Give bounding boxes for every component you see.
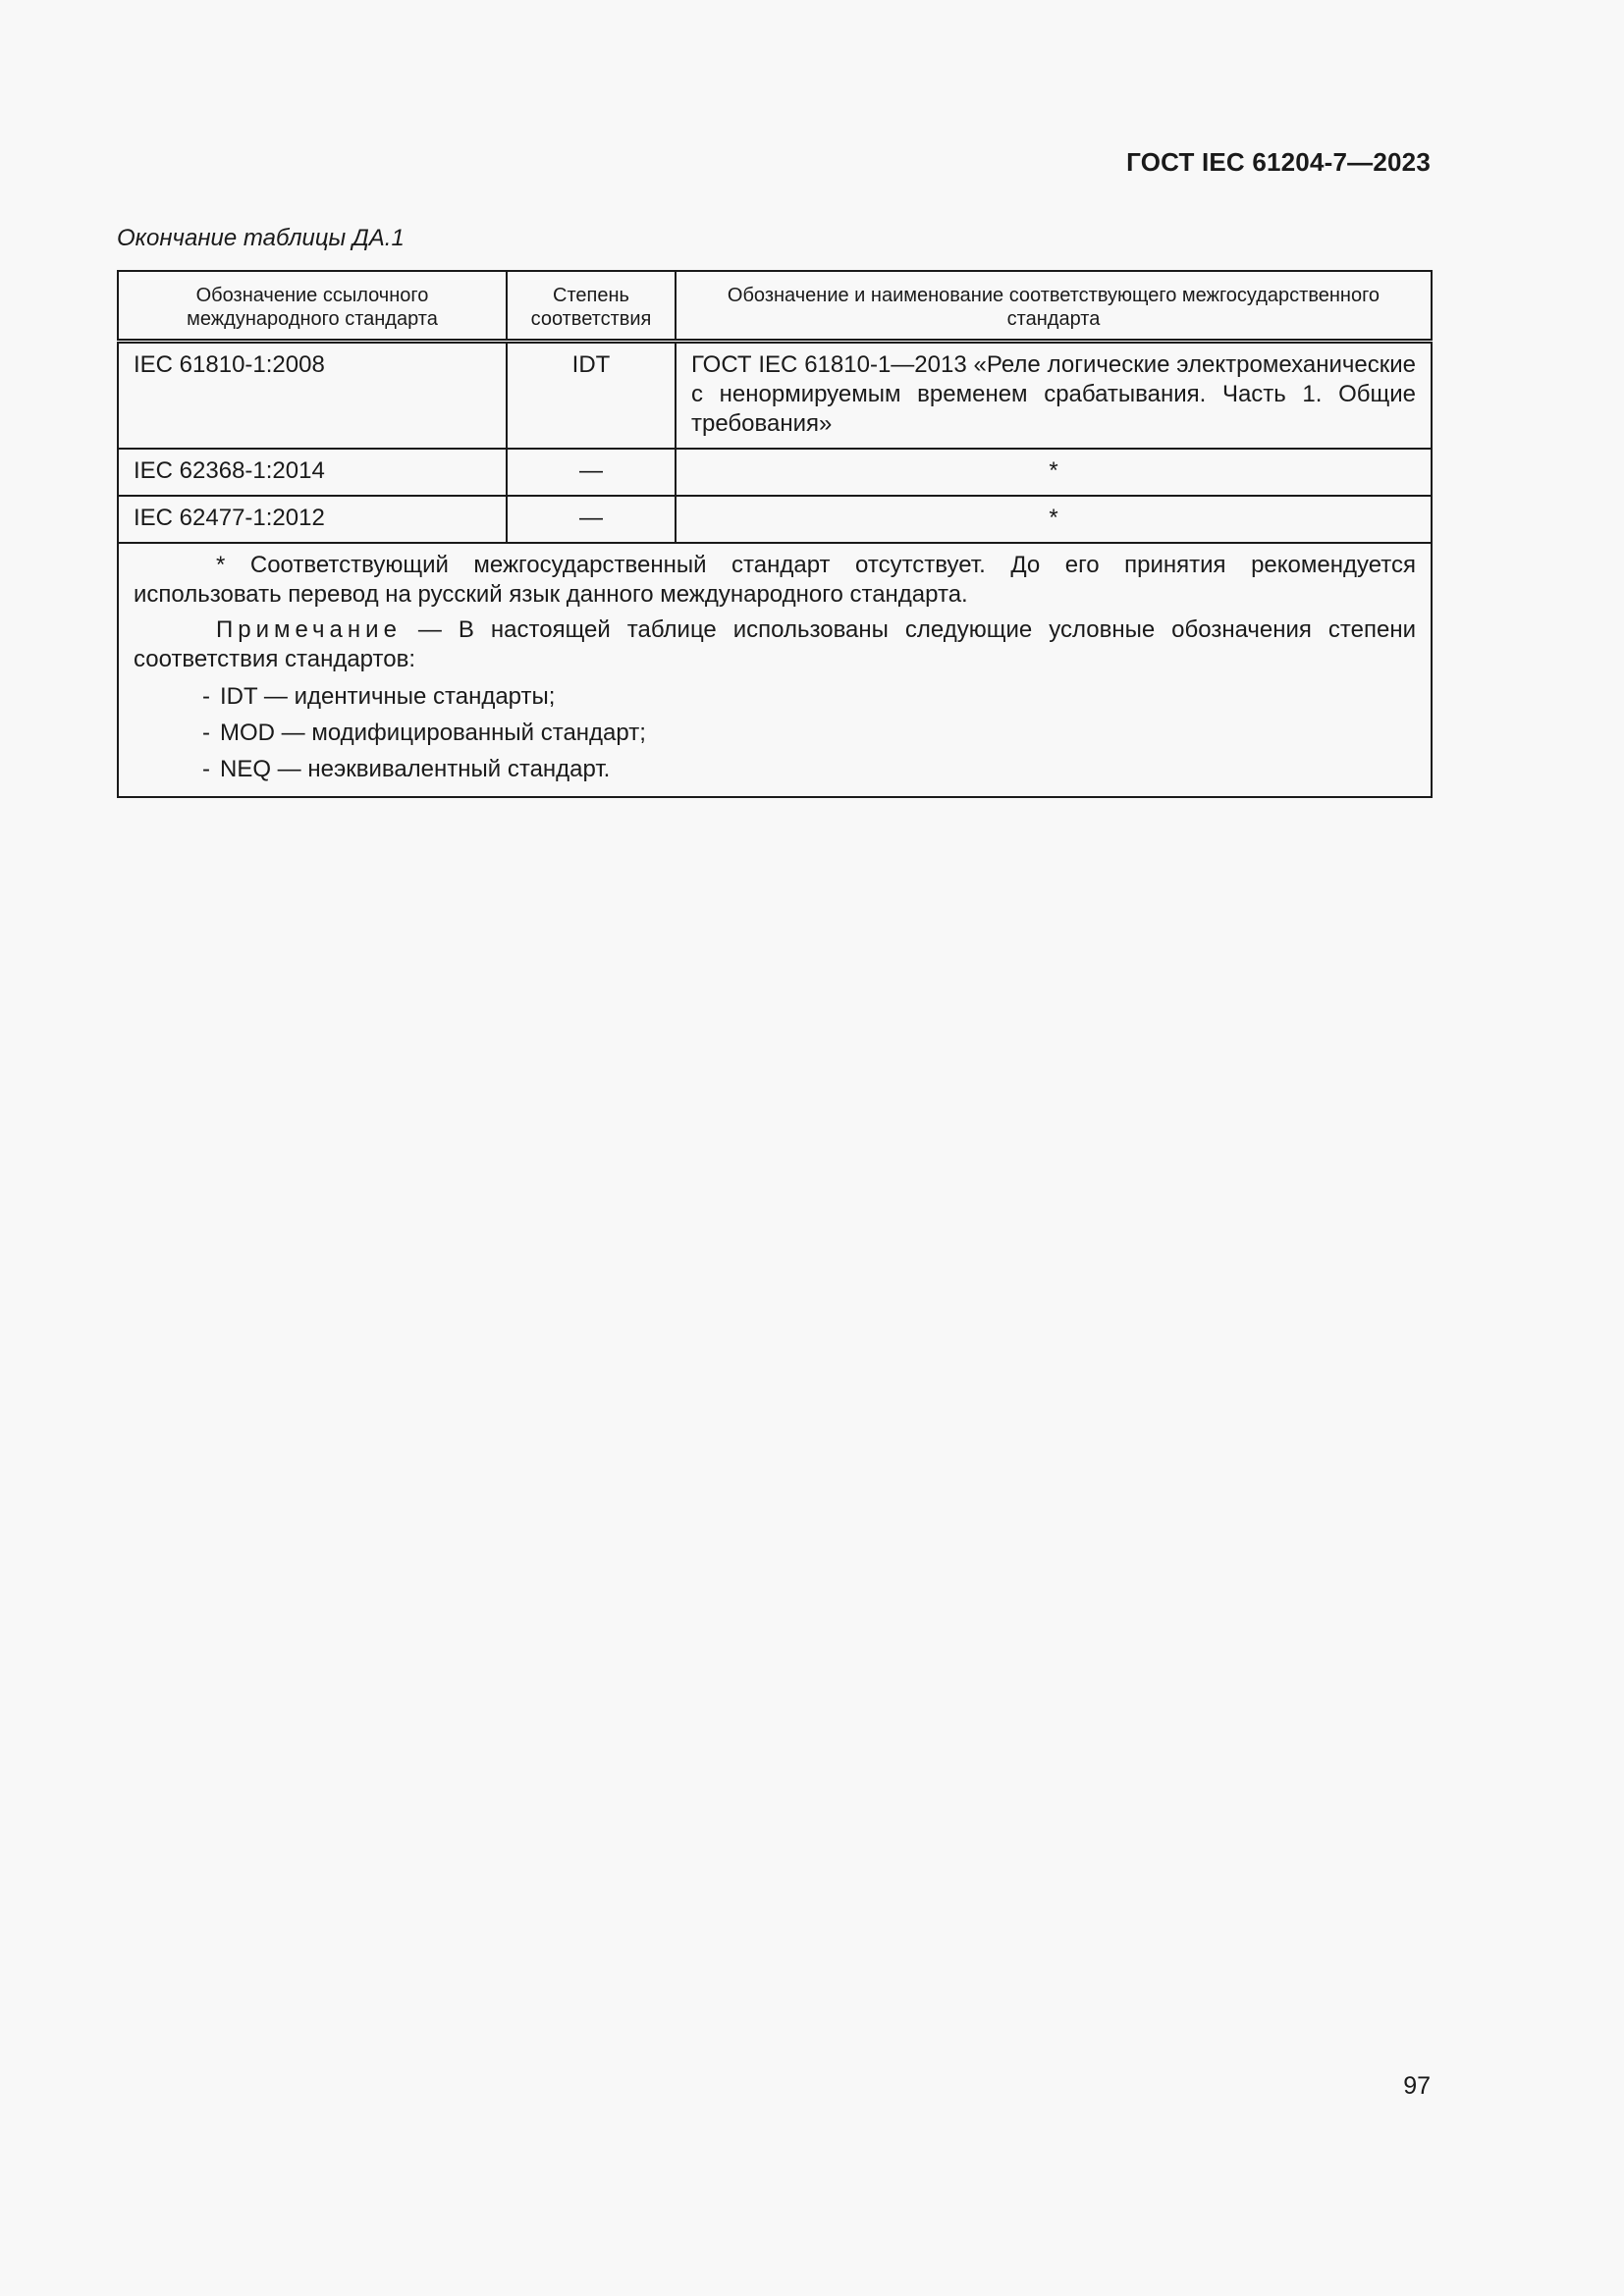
list-marker: - <box>202 683 210 710</box>
list-marker: - <box>202 756 210 782</box>
notes-row <box>118 543 1432 797</box>
table-header-row <box>118 271 1432 342</box>
cell-reference: IEC 62368-1:2014 <box>118 449 507 496</box>
cell-standard: * <box>676 449 1432 496</box>
table-row <box>118 449 1432 496</box>
cell-degree: — <box>507 496 676 543</box>
table-caption: Окончание таблицы ДА.1 <box>117 225 405 251</box>
note-label: Примечание <box>216 616 402 643</box>
list-item-text: IDT — идентичные стандарты; <box>220 683 556 710</box>
cell-reference: IEC 62477-1:2012 <box>118 496 507 543</box>
list-item-text: NEQ — неэквивалентный стандарт. <box>220 756 611 782</box>
list-marker: - <box>202 720 210 746</box>
list-item-text: MOD — модифицированный стандарт; <box>220 720 646 746</box>
cell-degree: — <box>507 449 676 496</box>
list-item <box>202 678 1416 715</box>
notes-cell <box>118 543 1432 797</box>
document-code: ГОСТ IEC 61204-7—2023 <box>1126 147 1431 177</box>
table-row <box>118 342 1432 450</box>
note-list <box>134 678 1416 787</box>
note-text: — В настоящей таблице использованы следующие условные обозначения степени соответствия стандартов: <box>134 616 1416 672</box>
cell-standard: ГОСТ IEC 61810-1—2013 «Реле логические электромеханические с ненормируемым временем срабатывания. Часть 1. Общие требования» <box>676 342 1432 450</box>
cell-degree: IDT <box>507 342 676 450</box>
table-row <box>118 496 1432 543</box>
column-header-degree: Степень соответствия <box>507 271 676 342</box>
column-header-interstate-standard: Обозначение и наименование соответствующего межгосударственного стандарта <box>676 271 1432 342</box>
cell-standard: * <box>676 496 1432 543</box>
footnote: * Соответствующий межгосударственный стандарт отсутствует. До его принятия рекомендуется использовать перевод на русский язык данного международного стандарта. <box>134 552 1416 608</box>
list-item <box>202 715 1416 751</box>
reference-standards-table <box>117 270 1433 798</box>
column-header-reference-standard: Обозначение ссылочного международного стандарта <box>118 271 507 342</box>
cell-reference: IEC 61810-1:2008 <box>118 342 507 450</box>
note-paragraph <box>134 615 1416 674</box>
page-number: 97 <box>1403 2072 1431 2100</box>
list-item <box>202 751 1416 787</box>
